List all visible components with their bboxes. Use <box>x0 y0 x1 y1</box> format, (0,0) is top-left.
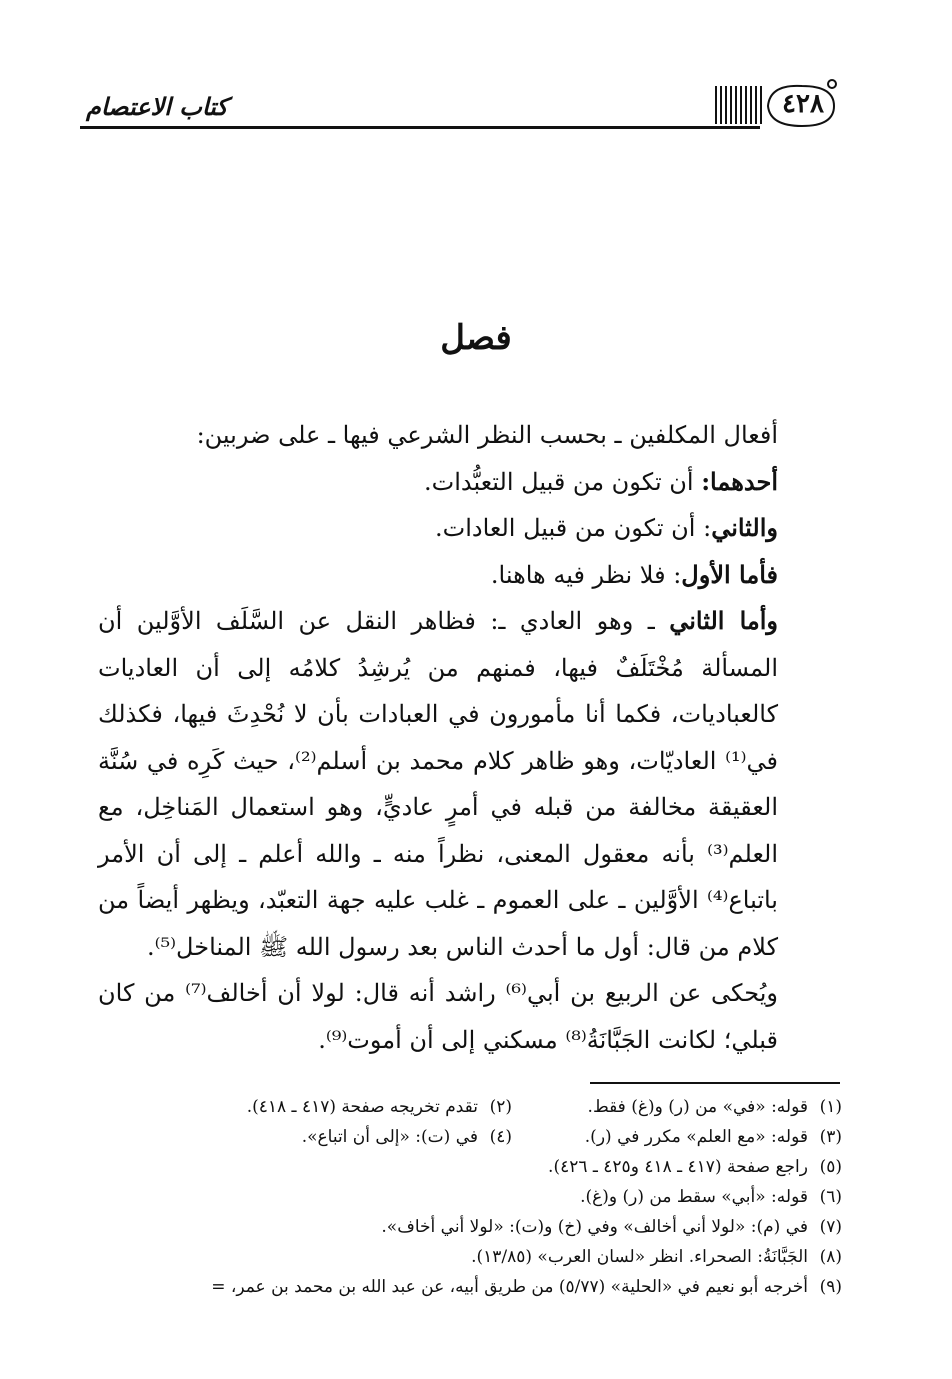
paragraph <box>98 505 838 552</box>
footnote <box>512 1092 842 1122</box>
paragraph-lead: فأما الأول <box>681 559 778 589</box>
paragraph-lead: وأما الثاني <box>669 606 779 635</box>
paragraph-lead: والثاني <box>711 513 778 542</box>
footnote-text: تقدم تخريجه صفحة (٤١٧ ـ ٤١٨). <box>246 1097 478 1117</box>
paragraph-text: ويُحكى عن الربيع بن أبي⁽⁶⁾ راشد أنه قال: لولا أن أخالف⁽⁷⁾ من كان قبلي؛ لكانت الجَبَّانَةُ⁽⁸⁾ مسكني إلى أن أموت⁽⁹⁾. <box>98 979 778 1054</box>
paragraph-text: : أن تكون من قبيل العادات. <box>435 514 712 542</box>
footnote-separator <box>590 1082 840 1084</box>
paragraph <box>98 412 838 459</box>
footnotes <box>90 1092 842 1302</box>
footnote <box>182 1122 512 1152</box>
footnote-number: (٣) <box>819 1127 842 1147</box>
book-title: كتاب الاعتصام <box>86 92 228 121</box>
paragraph <box>98 970 838 1063</box>
footnote-number: (٤) <box>489 1127 512 1147</box>
footnote <box>90 1152 842 1182</box>
footnote <box>90 1212 842 1242</box>
footnote-row <box>90 1122 842 1152</box>
footnote <box>182 1092 512 1122</box>
footnote-text: الجَبَّانَةُ: الصحراء. انظر «لسان العرب» (١٣/٨٥). <box>471 1247 808 1267</box>
page-number: ٤٢٨ <box>782 89 824 119</box>
paragraph-text: أفعال المكلفين ـ بحسب النظر الشرعي فيها ـ على ضربين: <box>196 421 778 449</box>
paragraph-lead: أحدهما: <box>701 466 778 496</box>
footnote-number: (٥) <box>819 1157 842 1177</box>
paragraph <box>98 459 838 506</box>
header-rule <box>80 126 760 129</box>
footnote-number: (٨) <box>819 1247 842 1267</box>
paragraph-text: : فلا نظر فيه هاهنا. <box>490 560 682 589</box>
footnote-number: (٢) <box>489 1097 512 1117</box>
page-header <box>60 62 840 138</box>
footnote-text: في (ت): «إلى أن اتباع». <box>301 1127 478 1147</box>
footnote <box>90 1242 842 1272</box>
paragraph-text: ـ وهو العادي ـ: فظاهر النقل عن السَّلَف الأوَّلين أن المسألة مُخْتَلَفٌ فيها، فمنهم من يُرشِدُ كلامُه إلى أن العاديات كالعباديات، فكما أنا مأمورون في العبادات بأن لا نُحْدِثَ فيها، فكذلك في⁽¹⁾ العاديّات، وهو ظاهر كلام محمد بن أسلم⁽²⁾، حيث كَرِه في سُنَّة العقيقة مخالفة من قبله في أمرٍ عاديٍّ، وهو استعمال المَناخِل، مع العلم⁽³⁾ بأنه معقول المعنى، نظراً منه ـ والله أعلم ـ إلى أن الأمر باتباع⁽⁴⁾ الأوَّلين ـ على العموم ـ غلب عليه جهة التعبّد، ويظهر أيضاً من كلام من قال: أول ما أحدث الناس بعد رسول الله ﷺ المناخل⁽⁵⁾. <box>98 607 778 961</box>
footnote-text: قوله: «في» من (ر) و(غ) فقط. <box>587 1097 808 1117</box>
footnote-number: (٦) <box>819 1187 842 1207</box>
footnote <box>90 1272 842 1302</box>
main-text <box>98 412 838 1063</box>
footnote <box>90 1182 842 1212</box>
footnote-text: في (م): «لولا أني أخالف» وفي (خ) و(ت): «لولا أني أخاف». <box>381 1217 808 1237</box>
footnote <box>512 1122 842 1152</box>
footnote-number: (١) <box>819 1097 842 1117</box>
footnote-number: (٧) <box>819 1217 842 1237</box>
footnote-row <box>90 1092 842 1122</box>
paragraph <box>98 598 838 970</box>
footnote-text: راجع صفحة (٤١٧ ـ ٤١٨ و٤٢٥ ـ ٤٢٦). <box>548 1157 808 1177</box>
section-title: فصل <box>440 318 512 358</box>
paragraph-text: أن تكون من قبيل التعبُّدات. <box>424 467 702 496</box>
footnote-text: قوله: «أبي» سقط من (ر) و(غ). <box>580 1187 808 1207</box>
footnote-text: أخرجه أبو نعيم في «الحلية» (٥/٧٧) من طريق أبيه، عن عبد الله بن محمد بن عمر، = <box>211 1277 808 1297</box>
paragraph <box>98 552 838 599</box>
footnote-text: قوله: «مع العلم» مكرر في (ر). <box>584 1127 808 1147</box>
footnote-number: (٩) <box>819 1277 842 1297</box>
